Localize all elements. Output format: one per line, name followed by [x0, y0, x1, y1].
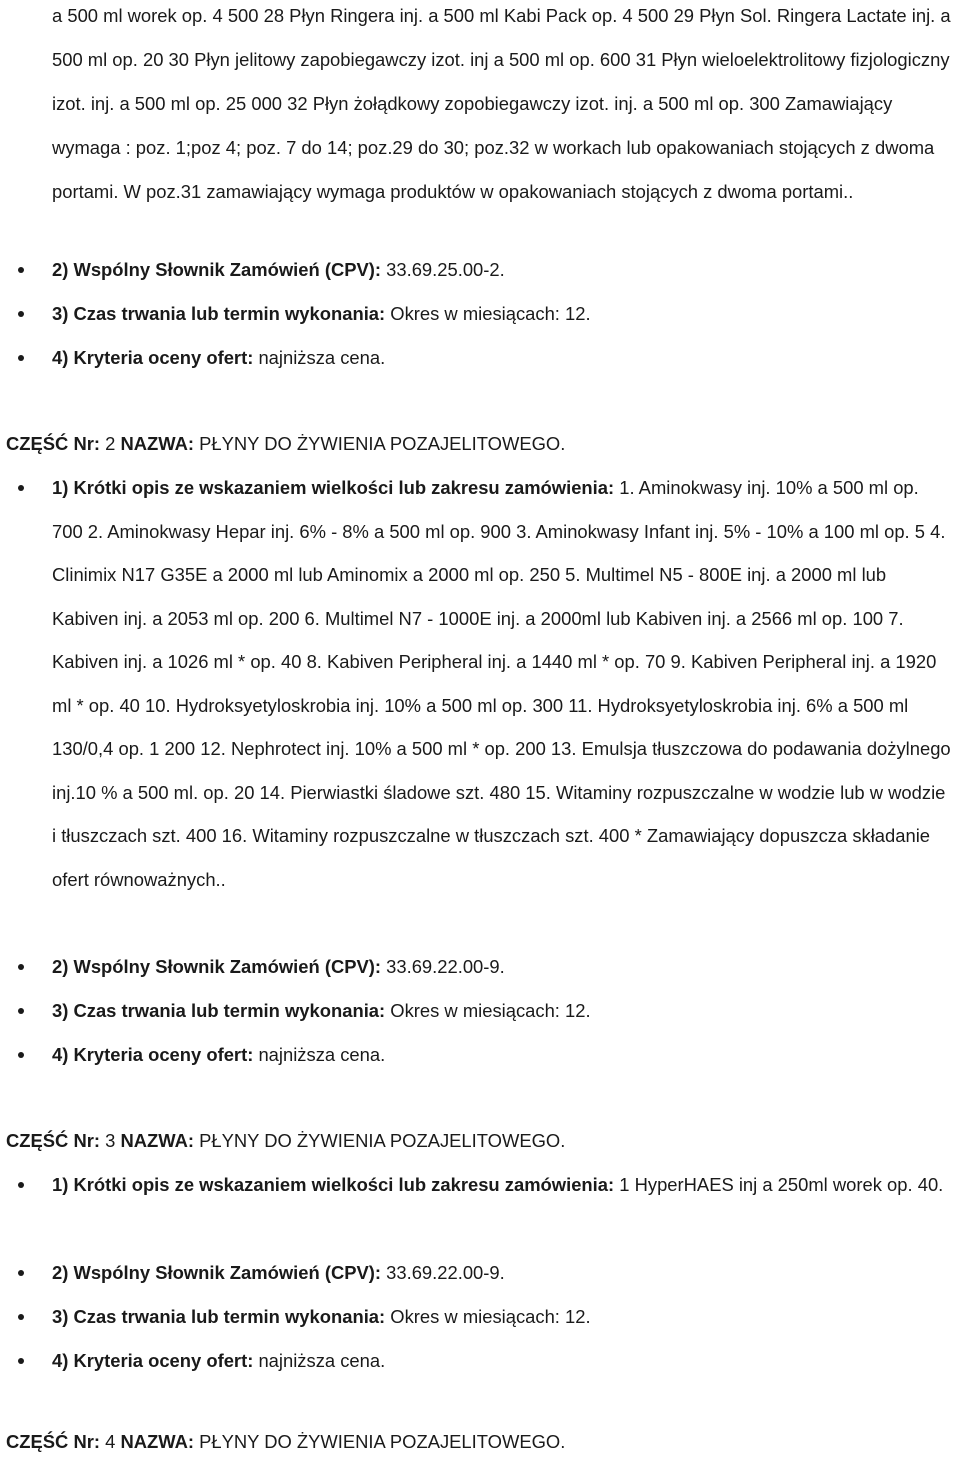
duration-item: 3) Czas trwania lub termin wykonania: Okres w miesiącach: 12.: [0, 1295, 960, 1339]
part-heading: CZĘŚĆ Nr: 4 NAZWA: PŁYNY DO ŻYWIENIA POZAJELITOWEGO.: [6, 1431, 566, 1452]
criteria-item: [0, 336, 960, 380]
bullet-icon: [18, 1270, 24, 1276]
criteria-value: najniższa cena.: [253, 347, 386, 368]
bullet-icon: [18, 355, 24, 361]
duration-item: 3) Czas trwania lub termin wykonania: Okres w miesiącach: 12.: [0, 989, 960, 1033]
bullet-icon: [18, 267, 24, 273]
bullet-icon: [18, 1314, 24, 1320]
duration-item: [0, 292, 960, 336]
criteria-item: 4) Kryteria oceny ofert: najniższa cena.: [0, 1339, 960, 1383]
part-heading: CZĘŚĆ Nr: 3 NAZWA: PŁYNY DO ŻYWIENIA POZAJELITOWEGO.: [6, 1130, 566, 1151]
description-item: 1) Krótki opis ze wskazaniem wielkości lub zakresu zamówienia: 1 HyperHAES inj a 250ml worek op. 40.: [0, 1163, 960, 1251]
bullet-icon: [18, 1052, 24, 1058]
description-value: 1. Aminokwasy inj. 10% a 500 ml op. 700 2. Aminokwasy Hepar inj. 6% - 8% a 500 ml op. 900 3. Aminokwasy Infant inj. 5% - 10% a 100 ml op. 5 4. Clinimix N17 G35E a 2000 ml lub Aminomix a 2000 ml op. 250 5. Multimel N5 - 800E inj. a 2000 ml lub Kabiven inj. a 2053 ml op. 200 6. Multimel N7 - 1000E inj. a 2000ml lub Kabiven inj. a 2566 ml op. 100 7. Kabiven inj. a 1026 ml * op. 40 8. Kabiven Peripheral inj. a 1440 ml * op. 70 9. Kabiven Peripheral inj. a 1920 ml * op. 40 10. Hydroksyetyloskrobia inj. 10% a 500 ml op. 300 11. Hydroksyetyloskrobia inj. 6% a 500 ml 130/0,4 op. 1 200 12. Nephrotect inj. 10% a 500 ml * op. 200 13. Emulsja tłuszczowa do podawania dożylnego inj.10 % a 500 ml. op. 20 14. Pierwiastki śladowe szt. 480 15. Witaminy rozpuszczalne w wodzie lub w wodzie i tłuszczach szt. 400 16. Witaminy rozpuszczalne w tłuszczach szt. 400 * Zamawiający dopuszcza składanie ofert równoważnych..: [52, 477, 951, 890]
cpv-label: 2) Wspólny Słownik Zamówień (CPV):: [52, 259, 382, 280]
bullet-icon: [18, 485, 24, 491]
duration-label: 3) Czas trwania lub termin wykonania:: [52, 303, 386, 324]
continuation-paragraph: a 500 ml worek op. 4 500 28 Płyn Ringera inj. a 500 ml Kabi Pack op. 4 500 29 Płyn Sol. Ringera Lactate inj. a 500 ml op. 20 30 Płyn jelitowy zapobiegawczy izot. inj a 500 ml op. 600 31 Płyn wieloelektrolitowy fizjologiczny izot. inj. a 500 ml op. 25 000 32 Płyn żołądkowy zopobiegawczy izot. inj. a 500 ml op. 300 Zamawiający wymaga : poz. 1;poz 4; poz. 7 do 14; poz.29 do 30; poz.32 w workach lub opakowaniach stojących z dwoma portami. W poz.31 zamawiający wymaga produktów w opakowaniach stojących z dwoma portami..: [52, 5, 951, 202]
cpv-item: 2) Wspólny Słownik Zamówień (CPV): 33.69.22.00-9.: [0, 1251, 960, 1295]
criteria-label: 4) Kryteria oceny ofert:: [52, 347, 254, 368]
criteria-item: 4) Kryteria oceny ofert: najniższa cena.: [0, 1033, 960, 1077]
bullet-icon: [18, 964, 24, 970]
description-label: 1) Krótki opis ze wskazaniem wielkości lub zakresu zamówienia:: [52, 477, 615, 498]
cpv-item: 2) Wspólny Słownik Zamówień (CPV): 33.69.22.00-9.: [0, 945, 960, 989]
cpv-value: 33.69.25.00-2.: [381, 259, 505, 280]
description-item: [0, 466, 960, 946]
bullet-icon: [18, 1358, 24, 1364]
bullet-icon: [18, 1182, 24, 1188]
part-heading: CZĘŚĆ Nr: 2 NAZWA: PŁYNY DO ŻYWIENIA POZAJELITOWEGO.: [6, 433, 566, 454]
duration-value: Okres w miesiącach: 12.: [385, 303, 591, 324]
cpv-item: [0, 248, 960, 292]
bullet-icon: [18, 311, 24, 317]
bullet-icon: [18, 1008, 24, 1014]
